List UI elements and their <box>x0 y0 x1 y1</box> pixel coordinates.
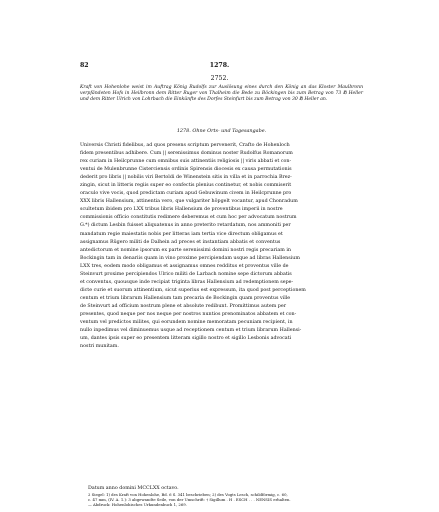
body-line: Universis Christi fidelibus, ad quos presens scriptum pervenerit, Crafto de Hohenloch <box>80 143 290 148</box>
body-line: assignamus Rûgero militi de Dalhein ad preces et instantiam abbatis et conventus <box>80 239 281 245</box>
body-line: XXX libris Hallensium, attinentia vero, que vulgariter hôpgelt vocantur, apud Chonradum <box>80 199 298 205</box>
regest-summary: Kraft von Hohenlohe weist im Auftrag König Rudolfs zur Auslösung eines durch den König an das Kloster Maulbronn verpfändeten Hofs in Heilbronn dem Ritter Ruger von Thalheim die Bede zu Böckingen bis zum Betrag von 73 ℔ Heller und dem Ritter Ulrich von Lohrbach die Einkünfte des Dorfes Steinfurt bis zum Betrag von 30 ℔ Heller an. <box>80 85 363 103</box>
document-number: 2752. <box>210 75 229 82</box>
footnotes <box>88 492 358 508</box>
body-line: de Steinvurt ad officium nostrum plene et absolute redibunt. Promittimus autem per <box>80 303 286 309</box>
body-line: Bockingin tam in denariis quam in vino proxime percipiendam usque ad libras Hallensium <box>80 255 300 261</box>
body-line: scultetum ibidem pro LXX tribus libris Hallensium de proventibus imperii in nostre <box>80 207 283 213</box>
body-line: ventum vel predictos milites, qui eorundem nomine memoratam pecuniam recipient, in <box>80 320 293 326</box>
body-line: et conventus, quousque inde recipiat triginta libras Hallensium ad redemptionem sepe- <box>80 279 294 285</box>
footnote-line: c. 47 mm, (IV. A. 1.): 3 abgewandte Seile, von der Umschrift: † Sigillum . H . ESCH . . . NENSIS erhalten. <box>88 497 291 503</box>
body-line: um, dantes ipsis super eo presentem litteram sigillo nostro et sigillo Lesbonis advocati <box>80 336 292 342</box>
dateline: 1278. Ohne Orts- und Tagesangabe. <box>176 128 267 134</box>
datum-line: Datum anno domini MCCLXX octavo. <box>88 486 179 491</box>
year-heading: 1278. <box>209 62 230 69</box>
body-line: Steinvurt proxime percipiendos Ulrico militi de Larbach nomine sepe dictorum abbatis <box>80 271 292 277</box>
body-line: oraculo vive vocis, quod predictam curiam apud Gebuwinum civem in Heilcprunne pro <box>80 191 292 197</box>
body-line: commissionis officio constitutis redimere deberemus et cum hoc per advocatum nostrum <box>80 215 297 221</box>
page-number: 82 <box>80 62 89 69</box>
body-line: dicte curie et suorum attinentium, sicut superius est expressum, ita quod post perceptionem <box>80 287 306 293</box>
body-line: nullo inpedimus vel diminuemus usque ad receptionem centum et trium librarum Hallensi- <box>80 328 302 334</box>
body-line: rex curiam in Heilcprunne cum omnibus suis attinentiis religiosis || viris abbati et con- <box>80 159 292 165</box>
body-line: fidem presentibus adhibere. Cum || serenissimus dominus noster Rudolfus Romanorum <box>80 151 293 157</box>
charter-body <box>80 142 363 351</box>
body-line: LXX tres, eodem modo obligamus et assignamus omnes redditus et proventus ville de <box>80 263 289 269</box>
body-line: G.*) dictum Lesbin fuisset aliquatenus in anno preterito retardatum, nos ammoniti per <box>80 223 291 229</box>
body-line: zingin, sicut in litteris regiis super eo confectis plenius continetur, et nobis commiserit <box>80 183 292 189</box>
body-line: antedictorum et nomine ipsorum ex parte serenissimi domini nostri regis precariam in <box>80 247 291 253</box>
body-line: centum et trium librarum Hallensium tam precaria de Bockingin quam proventus ville <box>80 295 291 301</box>
footnote-line: — Abdruck: Hohenlohisches Urkundenbuch 1, 269. <box>88 502 187 508</box>
body-line: ventui de Mulenbrunne Cisterciensis ordinis Spirensis diocesis ex causa permutationis <box>80 167 292 173</box>
body-line: mandatum regie maiestatis nobis per litteras iam tertia vice directum obligamus et <box>80 231 283 237</box>
body-line: dederit pro libris || nobilis viri Bertoldi de Winenstein sitis in villa et in parrochia Brez- <box>80 175 292 181</box>
body-line: presentes, quod neque per nos neque per nostros nuntios prenominatos abbatem et con- <box>80 311 297 317</box>
body-line: nostri munitam. <box>80 344 119 350</box>
footnote-line: 2 Siegel: 1) des Kraft von Hohenlohe, Bd. 6 S. 341 beschrieben; 2) des Vogts Lesch, schildförmig, c. 60, <box>88 492 288 497</box>
